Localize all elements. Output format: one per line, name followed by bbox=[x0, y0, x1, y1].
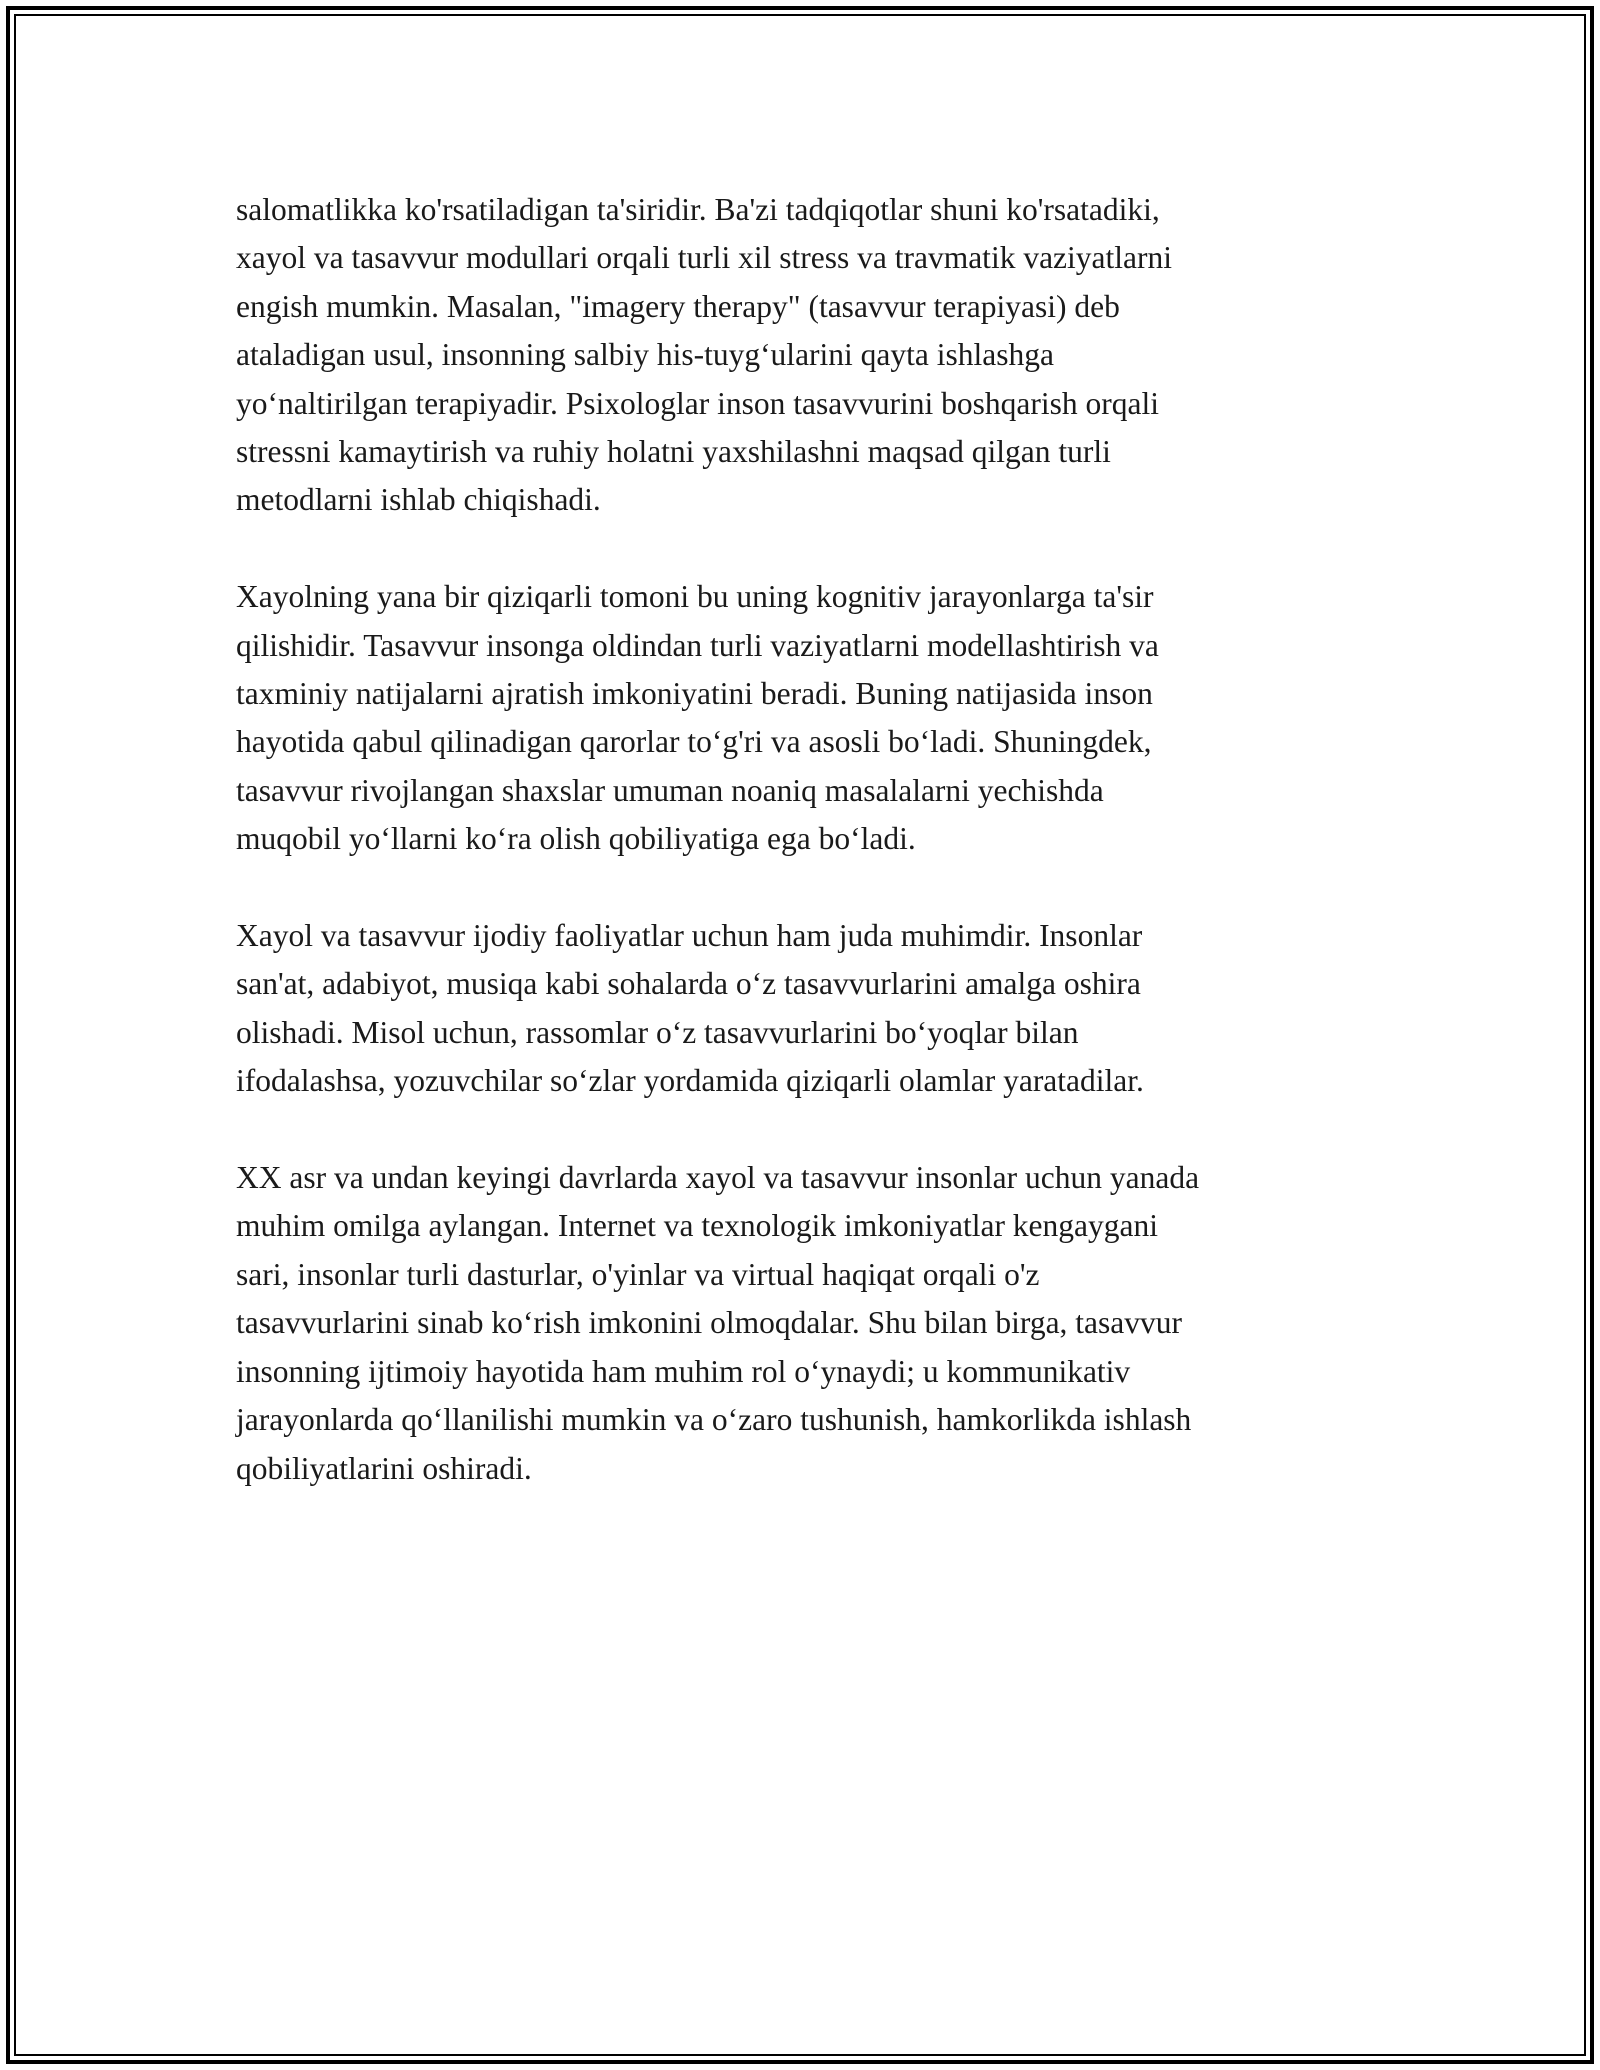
text-line: hayotida qabul qilinadigan qarorlar to‘g'ri va asosli bo‘ladi. Shuningdek, bbox=[236, 724, 1152, 760]
paragraph-2 bbox=[236, 573, 1366, 863]
text-line: engish mumkin. Masalan, "imagery therapy" (tasavvur terapiyasi) deb bbox=[236, 288, 1120, 324]
text-line: san'at, adabiyot, musiqa kabi sohalarda o‘z tasavvurlarini amalga oshira bbox=[236, 966, 1141, 1002]
paragraph-3 bbox=[236, 912, 1366, 1106]
document-body bbox=[236, 186, 1366, 1541]
text-line: jarayonlarda qo‘llanilishi mumkin va o‘zaro tushunish, hamkorlikda ishlash bbox=[236, 1402, 1192, 1438]
text-line: insonning ijtimoiy hayotida ham muhim rol o‘ynaydi; u kommunikativ bbox=[236, 1353, 1131, 1389]
text-line: muqobil yo‘llarni ko‘ra olish qobiliyatiga ega bo‘ladi. bbox=[236, 821, 916, 857]
text-line: qobiliyatlarini oshiradi. bbox=[236, 1450, 532, 1486]
text-line: salomatlikka ko'rsatiladigan ta'siridir. Ba'zi tadqiqotlar shuni ko'rsatadiki, bbox=[236, 192, 1160, 227]
text-line: olishadi. Misol uchun, rassomlar o‘z tasavvurlarini bo‘yoqlar bilan bbox=[236, 1014, 1079, 1050]
text-line: yo‘naltirilgan terapiyadir. Psixologlar inson tasavvurini boshqarish orqali bbox=[236, 385, 1159, 421]
text-line: ataladigan usul, insonning salbiy his-tuyg‘ularini qayta ishlashga bbox=[236, 337, 1054, 373]
text-line: stressni kamaytirish va ruhiy holatni yaxshilashni maqsad qilgan turli bbox=[236, 434, 1111, 470]
text-line: taxminiy natijalarni ajratish imkoniyatini beradi. Buning natijasida inson bbox=[236, 676, 1153, 712]
paragraph-1 bbox=[236, 186, 1366, 525]
text-line: metodlarni ishlab chiqishadi. bbox=[236, 482, 601, 518]
text-line: tasavvurlarini sinab ko‘rish imkonini olmoqdalar. Shu bilan birga, tasavvur bbox=[236, 1305, 1183, 1341]
text-line: XX asr va undan keyingi davrlarda xayol va tasavvur insonlar uchun yanada bbox=[236, 1160, 1200, 1196]
text-line: tasavvur rivojlangan shaxslar umuman noaniq masalalarni yechishda bbox=[236, 772, 1104, 808]
text-line: Xayolning yana bir qiziqarli tomoni bu uning kognitiv jarayonlarga ta'sir bbox=[236, 579, 1154, 615]
text-line: ifodalashsa, yozuvchilar so‘zlar yordamida qiziqarli olamlar yaratadilar. bbox=[236, 1063, 1144, 1099]
text-line: qilishidir. Tasavvur insonga oldindan turli vaziyatlarni modellashtirish va bbox=[236, 627, 1159, 663]
text-line: xayol va tasavvur modullari orqali turli xil stress va travmatik vaziyatlarni bbox=[236, 240, 1172, 276]
text-line: sari, insonlar turli dasturlar, o'yinlar va virtual haqiqat orqali o'z bbox=[236, 1256, 1040, 1292]
paragraph-4 bbox=[236, 1154, 1366, 1493]
text-line: muhim omilga aylangan. Internet va texnologik imkoniyatlar kengaygani bbox=[236, 1208, 1159, 1244]
text-line: Xayol va tasavvur ijodiy faoliyatlar uchun ham juda muhimdir. Insonlar bbox=[236, 918, 1143, 954]
